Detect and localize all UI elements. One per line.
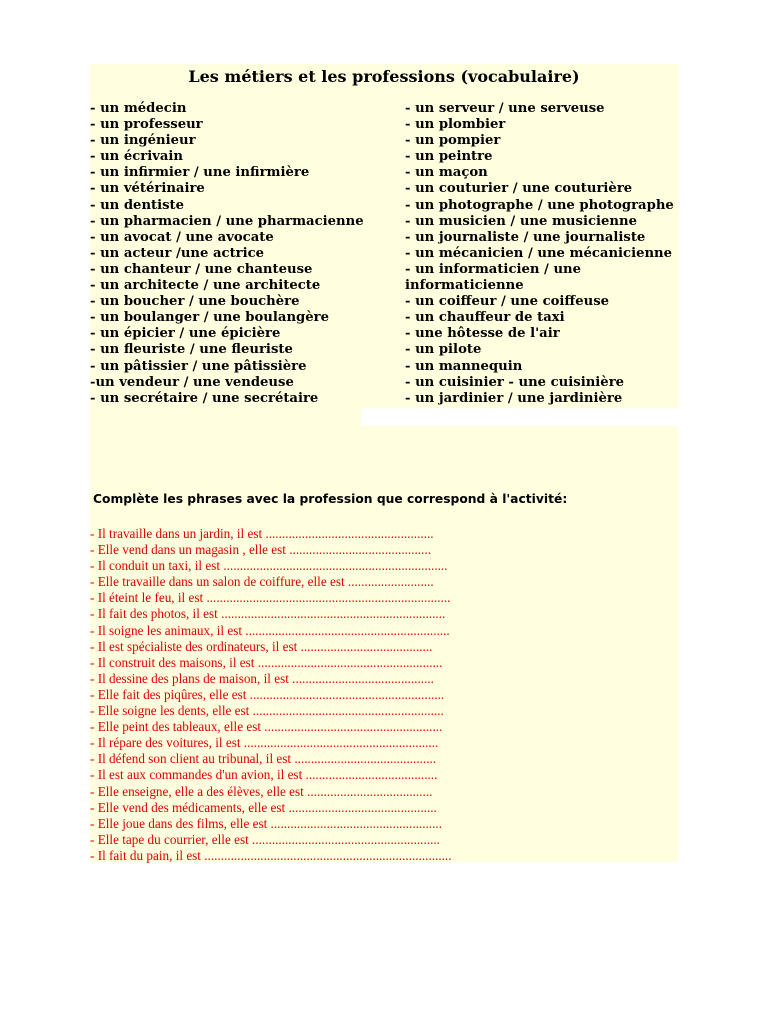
exercise-item: - Elle vend dans un magasin , elle est ...........................................: [90, 542, 431, 558]
vocab-item: - un pharmacien / une pharmacienne: [90, 213, 364, 229]
vocab-item: - un peintre: [405, 149, 493, 165]
exercise-item: - Elle joue dans des films, elle est ....................................................: [90, 815, 442, 831]
vocab-item: - un vétérinaire: [90, 181, 205, 197]
exercise-item: - Elle travaille dans un salon de coiffure, elle est ..........................: [90, 574, 434, 590]
exercise-list: [90, 526, 452, 864]
vocab-item: - un boucher / une bouchère: [90, 294, 300, 310]
vocab-item: - un informaticien / une: [405, 261, 582, 277]
vocab-item: - un journaliste / une journaliste: [405, 229, 646, 245]
exercise-item: - Il est spécialiste des ordinateurs, il est ........................................: [90, 638, 433, 654]
vocab-item: - un acteur /une actrice: [90, 245, 265, 261]
vocab-item: - un secrétaire / une secrétaire: [90, 390, 319, 406]
vocab-item: informaticienne: [405, 278, 524, 294]
vocab-item: - un boulanger / une boulangère: [90, 310, 329, 326]
vocab-item: - un photographe / une photographe: [405, 197, 674, 213]
vocab-item: - un architecte / une architecte: [90, 278, 321, 294]
exercise-item: - Il soigne les animaux, il est ..............................................................: [90, 622, 450, 638]
exercise-item: - Il défend son client au tribunal, il est ...........................................: [90, 751, 437, 767]
vocab-item: - un pâtissier / une pâtissière: [90, 358, 307, 374]
exercise-item: - Il construit des maisons, il est ........................................................: [90, 654, 443, 670]
exercise-item: - Elle fait des piqûres, elle est ...........................................................: [90, 686, 445, 702]
vocab-item: - un dentiste: [90, 197, 185, 213]
exercise-item: - Elle enseigne, elle a des élèves, elle est ......................................: [90, 783, 433, 799]
exercise-item: - Elle peint des tableaux, elle est ......................................................: [90, 719, 443, 735]
vocab-item: - un mannequin: [405, 358, 523, 374]
vocab-item: - un épicier / une épicière: [90, 326, 281, 342]
vocab-item: - un médecin: [90, 101, 187, 116]
vocab-item: - un écrivain: [90, 149, 184, 165]
exercise-item: - Elle tape du courrier, elle est .........................................................: [90, 831, 440, 847]
vocab-item: - un avocat / une avocate: [90, 229, 274, 245]
vocab-item: - un mécanicien / une mécanicienne: [405, 245, 673, 261]
vocab-item: - un serveur / une serveuse: [405, 101, 605, 116]
vocab-item: - un couturier / une couturière: [405, 181, 633, 197]
vocab-item: - un maçon: [405, 165, 488, 181]
exercise-item: - Elle soigne les dents, elle est ..........................................................: [90, 703, 444, 719]
vocab-item: - un professeur: [90, 117, 203, 133]
vocabulary-list-left: [90, 101, 364, 407]
exercise-item: - Il conduit un taxi, il est ....................................................................: [90, 558, 448, 574]
vocab-item: - un coiffeur / une coiffeuse: [405, 294, 610, 310]
vocab-item: - un jardinier / une jardinière: [405, 390, 623, 406]
exercise-instruction: Complète les phrases avec la profession que correspond à l'activité:: [93, 492, 568, 506]
vocab-item: - un ingénieur: [90, 133, 196, 149]
vocab-item: - un plombier: [405, 117, 506, 133]
exercise-item: - Il fait du pain, il est ...........................................................................: [90, 847, 452, 863]
vocab-item: - un pompier: [405, 133, 501, 149]
exercise-item: - Il travaille dans un jardin, il est ...................................................: [90, 526, 434, 541]
vocab-item: - un fleuriste / une fleuriste: [90, 342, 293, 358]
vocab-item: - un chanteur / une chanteuse: [90, 261, 313, 277]
page-title: Les métiers et les professions (vocabulaire): [188, 67, 580, 86]
panel-extension: [90, 408, 361, 426]
vocab-item: - une hôtesse de l'air: [405, 326, 560, 342]
exercise-item: - Elle vend des médicaments, elle est .............................................: [90, 799, 437, 815]
vocab-item: - un chauffeur de taxi: [405, 310, 565, 326]
exercise-item: - Il est aux commandes d'un avion, il est ........................................: [90, 767, 438, 783]
vocabulary-list-right: [405, 101, 674, 407]
exercise-item: - Il éteint le feu, il est ..........................................................................: [90, 590, 451, 606]
exercise-item: - Il fait des photos, il est ....................................................................: [90, 606, 446, 622]
vocab-item: - un pilote: [405, 342, 482, 358]
vocab-item: -un vendeur / une vendeuse: [90, 374, 294, 390]
exercise-item: - Il dessine des plans de maison, il est ...........................................: [90, 670, 434, 686]
vocab-item: - un musicien / une musicienne: [405, 213, 637, 229]
exercise-item: - Il répare des voitures, il est ...........................................................: [90, 735, 439, 751]
vocab-item: - un infirmier / une infirmière: [90, 165, 310, 181]
vocab-item: - un cuisinier - une cuisinière: [405, 374, 625, 390]
